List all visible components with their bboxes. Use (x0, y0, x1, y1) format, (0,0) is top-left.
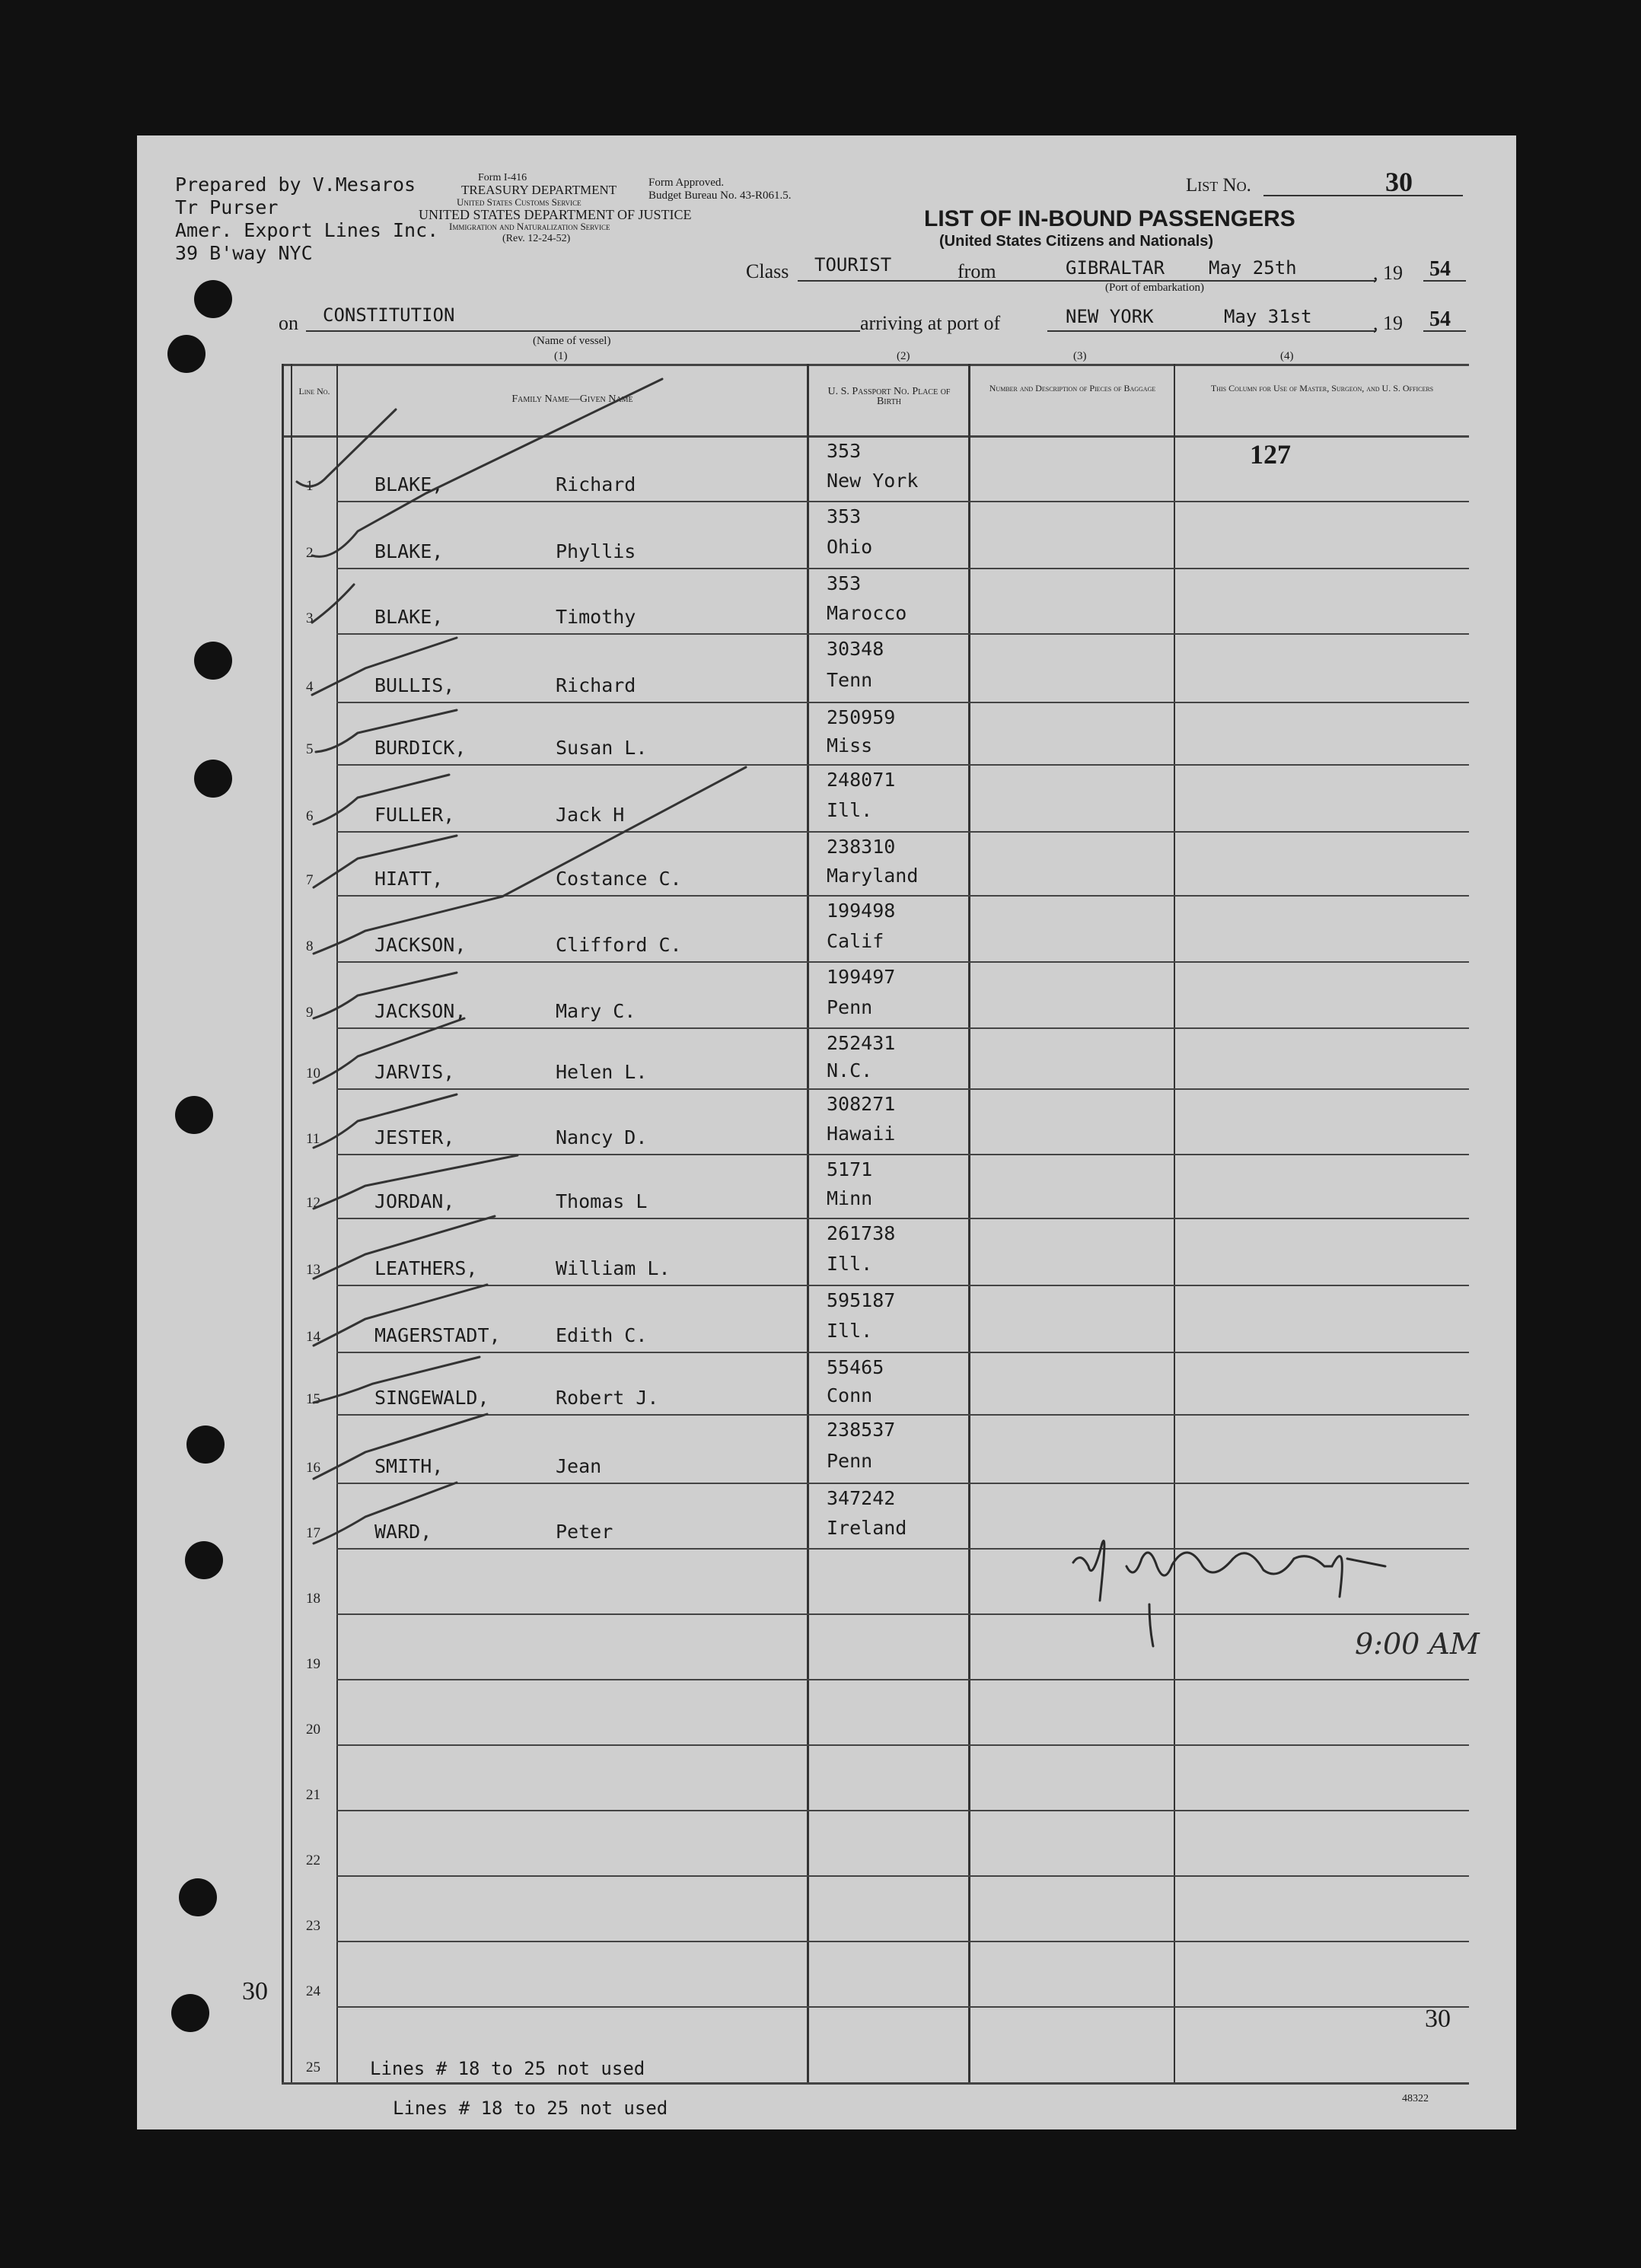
time-stamp: 9:00 AM (1355, 1627, 1480, 1661)
header-officers: This Column for Use of Master, Surgeon, and U. S. Officers (1210, 383, 1434, 393)
given-name: Jean (556, 1455, 602, 1477)
line-number: 4 (306, 679, 314, 695)
year-prefix: , 19 (1373, 262, 1403, 284)
family-name: JORDAN, (374, 1190, 455, 1212)
header-name: Family Name—Given Name (511, 393, 633, 405)
check-mark (297, 409, 396, 486)
vessel-caption: (Name of vessel) (533, 335, 611, 347)
justice-department: UNITED STATES DEPARTMENT OF JUSTICE (419, 207, 692, 222)
print-number: 48322 (1402, 2093, 1429, 2104)
place-of-birth: Hawaii (827, 1123, 896, 1145)
year-prefix: , 19 (1373, 312, 1403, 334)
passport-number: 250959 (827, 706, 896, 728)
given-name: Thomas L (556, 1190, 648, 1212)
place-of-birth: Minn (827, 1187, 873, 1209)
given-name: Clifford C. (556, 934, 682, 956)
prepared-title: Tr Purser (175, 196, 279, 218)
family-name: BLAKE, (374, 540, 444, 562)
form-number: Form I-416 (478, 172, 527, 183)
family-name: JARVIS, (374, 1061, 455, 1083)
officer-note: 127 (1250, 439, 1291, 470)
line-number: 6 (306, 808, 314, 824)
given-name: Phyllis (556, 540, 636, 562)
given-name: Jack H (556, 804, 625, 826)
page-subtitle: (United States Citizens and Nationals) (939, 233, 1214, 250)
given-name: Robert J. (556, 1387, 659, 1409)
line-number: 5 (306, 741, 314, 757)
check-mark (312, 379, 662, 556)
given-name: William L. (556, 1257, 671, 1279)
check-mark (314, 1357, 480, 1403)
arrival-date: May 31st (1224, 306, 1312, 327)
handwritten-marks (137, 135, 1516, 2129)
immigration-service: Immigration and Naturalization Service (449, 221, 610, 232)
arrival-year: 54 (1429, 307, 1451, 331)
check-mark (314, 836, 457, 887)
family-name: BULLIS, (374, 674, 455, 696)
vessel-name: CONSTITUTION (323, 304, 455, 326)
line-number: 24 (306, 1983, 320, 1999)
place-of-birth: New York (827, 470, 919, 492)
from-label: from (958, 260, 996, 282)
form-revision: (Rev. 12-24-52) (502, 233, 571, 244)
line-number: 14 (306, 1329, 320, 1345)
family-name: BLAKE, (374, 606, 444, 628)
on-label: on (279, 312, 298, 334)
family-name: MAGERSTADT, (374, 1324, 501, 1346)
family-name: JACKSON, (374, 934, 467, 956)
page-title: LIST OF IN-BOUND PASSENGERS (924, 206, 1295, 231)
place-of-birth: Marocco (827, 602, 907, 624)
passport-number: 261738 (827, 1222, 896, 1244)
line-number: 12 (306, 1195, 320, 1211)
passport-number: 199498 (827, 900, 896, 922)
family-name: SINGEWALD, (374, 1387, 489, 1409)
line-number: 17 (306, 1525, 320, 1541)
page-number-left: 30 (242, 1977, 268, 2005)
treasury-department: TREASURY DEPARTMENT (461, 183, 617, 197)
arriving-label: arriving at port of (860, 312, 1001, 334)
passport-number: 238537 (827, 1419, 896, 1441)
column-number-3: (3) (1073, 350, 1087, 362)
family-name: JACKSON, (374, 1000, 467, 1022)
passport-number: 252431 (827, 1032, 896, 1054)
place-of-birth: Ill. (827, 1253, 873, 1275)
check-mark (314, 1018, 464, 1083)
line-number: 11 (306, 1131, 320, 1147)
passport-number: 55465 (827, 1356, 884, 1378)
header-passport: U. S. Passport No. Place of Birth (827, 386, 951, 407)
prepared-company: Amer. Export Lines Inc. (175, 219, 439, 241)
family-name: WARD, (374, 1521, 432, 1543)
check-mark (314, 1216, 495, 1279)
list-no-value: 30 (1385, 167, 1413, 197)
header-line-no: Line No. (298, 386, 330, 397)
embarkation-year: 54 (1429, 257, 1451, 281)
line-number: 23 (306, 1918, 320, 1934)
check-mark (316, 710, 457, 752)
signature (1073, 1541, 1385, 1646)
line-number: 19 (306, 1656, 320, 1672)
place-of-birth: Ohio (827, 536, 873, 558)
arrival-port: NEW YORK (1066, 306, 1154, 327)
given-name: Mary C. (556, 1000, 636, 1022)
line-number: 7 (306, 872, 314, 888)
line-number: 20 (306, 1722, 320, 1738)
place-of-birth: N.C. (827, 1059, 873, 1081)
line-number: 2 (306, 545, 314, 561)
passport-number: 5171 (827, 1158, 873, 1180)
given-name: Susan L. (556, 737, 648, 759)
given-name: Costance C. (556, 868, 682, 890)
check-mark (312, 638, 457, 695)
line-number: 8 (306, 938, 314, 954)
manifest-sheet (137, 135, 1516, 2129)
given-name: Nancy D. (556, 1126, 648, 1148)
family-name: LEATHERS, (374, 1257, 478, 1279)
column-number-1: (1) (554, 350, 568, 362)
family-name: HIATT, (374, 868, 444, 890)
port-caption: (Port of embarkation) (1105, 282, 1204, 294)
line-number: 25 (306, 2059, 320, 2075)
passport-number: 248071 (827, 769, 896, 791)
passport-number: 238310 (827, 836, 896, 858)
place-of-birth: Calif (827, 929, 884, 952)
prepared-by: Prepared by V.Mesaros (175, 174, 416, 196)
passport-number: 353 (827, 572, 862, 594)
line-number: 15 (306, 1391, 320, 1407)
class-label: Class (746, 260, 789, 282)
family-name: BURDICK, (374, 737, 467, 759)
place-of-birth: Ill. (827, 1320, 873, 1342)
check-mark (314, 973, 457, 1018)
check-mark (314, 1285, 487, 1346)
family-name: FULLER, (374, 804, 455, 826)
unused-lines-note-repeat: Lines # 18 to 25 not used (393, 2098, 668, 2119)
check-mark (314, 1414, 487, 1479)
place-of-birth: Maryland (827, 865, 919, 887)
given-name: Richard (556, 674, 636, 696)
page-number-right: 30 (1425, 2005, 1451, 2033)
given-name: Edith C. (556, 1324, 648, 1346)
check-mark (312, 585, 354, 623)
class-value: TOURIST (814, 254, 892, 276)
place-of-birth: Ill. (827, 799, 873, 821)
given-name: Peter (556, 1521, 613, 1543)
embarkation-date: May 25th (1209, 257, 1297, 279)
given-name: Timothy (556, 606, 636, 628)
place-of-birth: Conn (827, 1384, 873, 1406)
passport-number: 30348 (827, 638, 884, 660)
place-of-birth: Ireland (827, 1517, 907, 1539)
place-of-birth: Miss (827, 734, 873, 757)
place-of-birth: Penn (827, 1450, 873, 1472)
family-name: SMITH, (374, 1455, 444, 1477)
form-approved: Form Approved. (648, 177, 725, 189)
passport-number: 353 (827, 440, 862, 462)
list-no-label: List No. (1186, 175, 1251, 196)
line-number: 10 (306, 1066, 320, 1081)
column-number-2: (2) (897, 350, 910, 362)
passport-number: 595187 (827, 1289, 896, 1311)
prepared-address: 39 B'way NYC (175, 242, 313, 264)
column-number-4: (4) (1280, 350, 1294, 362)
unused-lines-note: Lines # 18 to 25 not used (370, 2058, 645, 2079)
passport-number: 199497 (827, 966, 896, 988)
check-mark (314, 767, 746, 954)
check-mark (314, 1094, 457, 1148)
check-mark (314, 1155, 518, 1209)
given-name: Richard (556, 473, 636, 495)
line-number: 13 (306, 1262, 320, 1278)
line-number: 22 (306, 1852, 320, 1868)
header-baggage: Number and Description of Pieces of Baggage (989, 383, 1156, 393)
customs-service: United States Customs Service (457, 196, 582, 208)
place-of-birth: Penn (827, 995, 873, 1018)
line-number: 21 (306, 1787, 320, 1803)
line-number: 9 (306, 1005, 314, 1021)
check-mark (314, 1483, 457, 1543)
embarkation-port: GIBRALTAR (1066, 257, 1165, 279)
line-number: 3 (306, 610, 314, 626)
place-of-birth: Tenn (827, 669, 873, 691)
family-name: BLAKE, (374, 473, 444, 495)
line-number: 1 (306, 478, 314, 494)
check-mark (314, 775, 449, 824)
line-number: 16 (306, 1460, 320, 1476)
passport-number: 347242 (827, 1487, 896, 1509)
family-name: JESTER, (374, 1126, 455, 1148)
budget-bureau: Budget Bureau No. 43-R061.5. (648, 190, 792, 202)
passport-number: 308271 (827, 1093, 896, 1115)
passport-number: 353 (827, 505, 862, 527)
given-name: Helen L. (556, 1061, 648, 1083)
line-number: 18 (306, 1591, 320, 1607)
